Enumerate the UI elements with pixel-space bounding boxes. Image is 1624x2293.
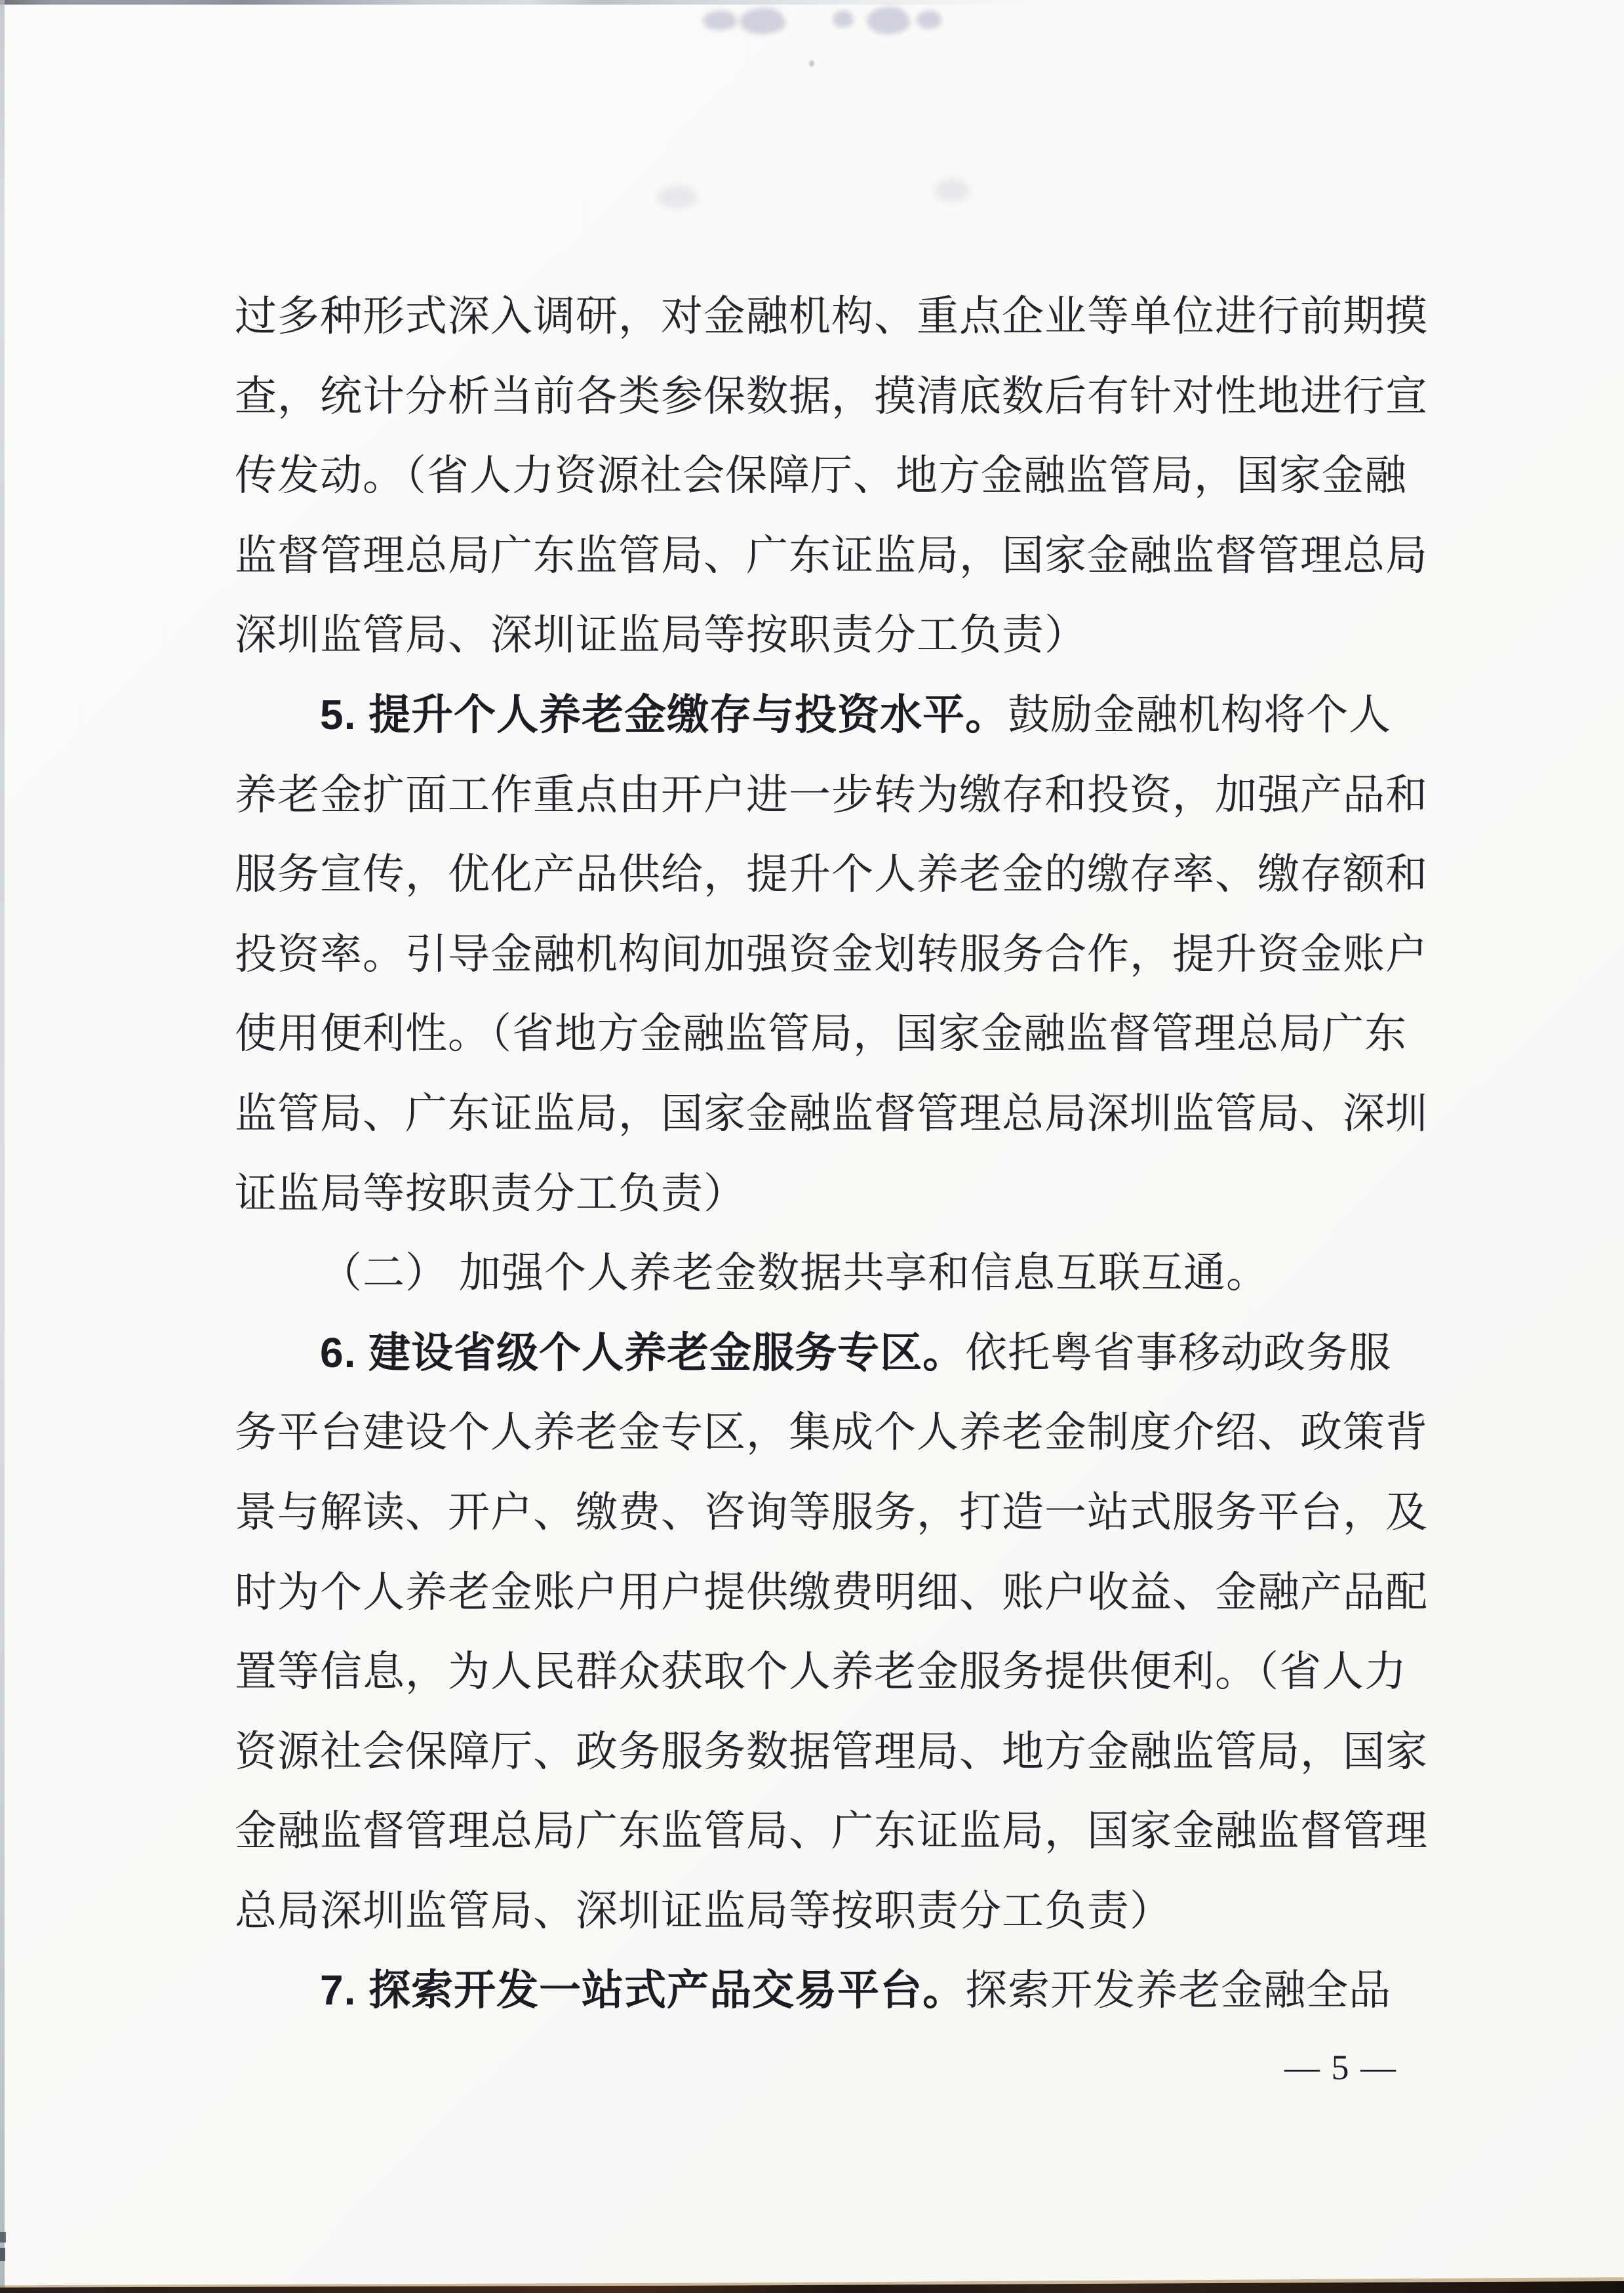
body-segment: 时为个人养老金账户用户提供缴费明细、账户收益、金融产品配: [235, 1568, 1428, 1616]
text-line: [235, 436, 1435, 516]
text-line: [235, 994, 1435, 1074]
body-segment: 金融监督管理总局广东监管局、广东证监局，国家金融监督管理: [235, 1808, 1428, 1855]
scan-artifact-bleedthrough: [917, 10, 941, 29]
body-segment: 查，统计分析当前各类参保数据，摸清底数后有针对性地进行宣: [235, 372, 1428, 420]
body-segment: 证监局等按职责分工负责）: [235, 1170, 746, 1217]
body-segment: 服务宣传，优化产品供给，提升个人养老金的缴存率、缴存额和: [235, 851, 1428, 898]
body-segment: 使用便利性。（省地方金融监管局，国家金融监督管理总局广东: [235, 1010, 1407, 1058]
body-segment: 置等信息，为人民群众获取个人养老金服务提供便利。（省人力: [235, 1648, 1407, 1696]
text-line-numbered-item-6: [235, 1313, 1435, 1393]
body-segment: 总局深圳监管局、深圳证监局等按职责分工负责）: [235, 1887, 1172, 1934]
text-line: [235, 915, 1435, 995]
scan-artifact-bleedthrough: [740, 8, 785, 34]
body-segment: 监管局、广东证监局，国家金融监督管理总局深圳监管局、深圳: [235, 1090, 1428, 1137]
scan-artifact-left-edge: [0, 0, 5, 2293]
page-number: — 5 —: [1284, 2048, 1397, 2087]
body-segment: 投资率。引导金融机构间加强资金划转服务合作，提升资金账户: [235, 930, 1428, 978]
body-segment: 资源社会保障厅、政务服务数据管理局、地方金融监管局，国家: [235, 1728, 1428, 1775]
scan-artifact-edge-blob: [0, 2232, 6, 2243]
scan-artifact-bleedthrough: [934, 178, 970, 202]
text-line: [235, 1154, 1435, 1234]
heading-segment: 7. 探索开发一站式产品交易平台。: [320, 1966, 966, 2014]
text-line: [235, 277, 1435, 357]
body-segment: 监督管理总局广东监管局、广东证监局，国家金融监督管理总局: [235, 532, 1428, 579]
body-segment: （二） 加强个人养老金数据共享和信息互联互通。: [320, 1250, 1269, 1297]
body-segment: 过多种形式深入调研，对金融机构、重点企业等单位进行前期摸: [235, 293, 1428, 340]
document-body: [235, 277, 1435, 2031]
text-line-numbered-item-5: [235, 675, 1435, 755]
text-line: [235, 1632, 1435, 1712]
text-line: [235, 1393, 1435, 1473]
text-line: [235, 357, 1435, 437]
text-line: [235, 1871, 1435, 1951]
body-segment: 传发动。（省人力资源社会保障厅、地方金融监管局，国家金融: [235, 452, 1407, 500]
scan-artifact-top-edge: [0, 0, 1056, 5]
body-segment: 景与解读、开户、缴费、咨询等服务，打造一站式服务平台，及: [235, 1488, 1428, 1536]
scan-artifact-bleedthrough: [833, 10, 854, 28]
text-line: [235, 516, 1435, 596]
heading-segment: 5. 提升个人养老金缴存与投资水平。: [320, 690, 1008, 738]
body-segment: 探索开发养老金融全品: [965, 1967, 1392, 2014]
scan-artifact-speck: [809, 60, 814, 67]
scan-artifact-bleedthrough: [657, 185, 698, 209]
text-line: [235, 835, 1435, 915]
text-line: [235, 1473, 1435, 1553]
scan-artifact-bleedthrough: [703, 10, 737, 30]
text-line: [235, 755, 1435, 835]
scan-artifact-edge-blob: [0, 2248, 5, 2261]
text-line: [235, 1074, 1435, 1154]
body-segment: 鼓励金融机构将个人: [1008, 691, 1392, 738]
text-line-section-heading-2: [235, 1233, 1435, 1313]
text-line: [235, 1791, 1435, 1871]
text-line: [235, 595, 1435, 675]
body-segment: 养老金扩面工作重点由开户进一步转为缴存和投资，加强产品和: [235, 771, 1428, 818]
body-segment: 依托粤省事移动政务服: [965, 1329, 1392, 1376]
text-line-numbered-item-7: [235, 1951, 1435, 2031]
scan-artifact-bleedthrough: [867, 7, 910, 34]
body-segment: 深圳监管局、深圳证监局等按职责分工负责）: [235, 612, 1087, 659]
text-line: [235, 1553, 1435, 1633]
heading-segment: 6. 建设省级个人养老金服务专区。: [320, 1328, 966, 1376]
text-line: [235, 1712, 1435, 1792]
body-segment: 务平台建设个人养老金专区，集成个人养老金制度介绍、政策背: [235, 1409, 1428, 1456]
